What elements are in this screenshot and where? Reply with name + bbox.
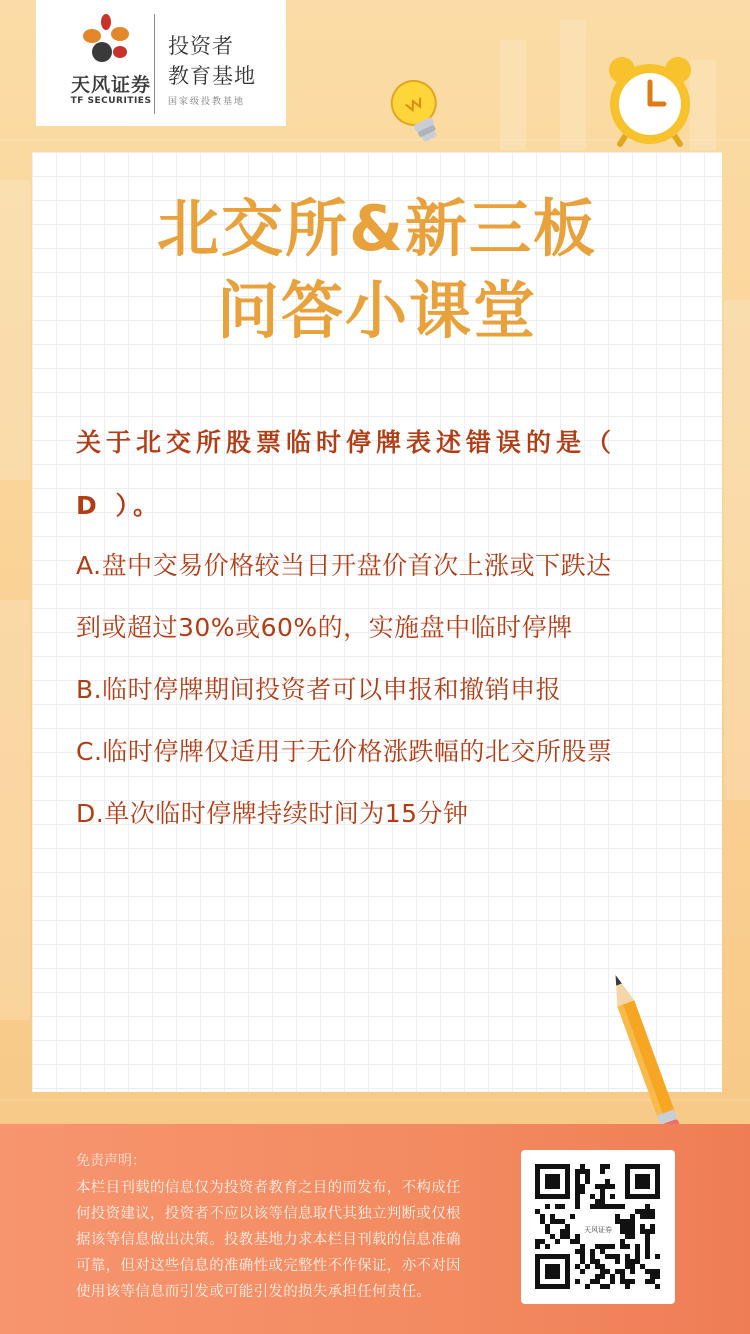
qr-logo-text: 天风证券 bbox=[584, 1226, 612, 1234]
base-subtitle: 国家级投教基地 bbox=[168, 97, 246, 107]
base-title-line1: 投资者 bbox=[168, 34, 234, 58]
brand-logo-box bbox=[36, 0, 286, 126]
qr-code[interactable] bbox=[521, 1150, 675, 1304]
base-title-line2: 教育基地 bbox=[168, 64, 256, 88]
disclaimer-line: 本栏目刊载的信息仅为投资者教育之目的而发布，不构成任 bbox=[76, 1180, 461, 1196]
option-c: C.临时停牌仅适用于无价格涨跌幅的北交所股票 bbox=[76, 737, 613, 766]
brand-name: 天风证券 bbox=[70, 74, 151, 96]
lightbulb-icon bbox=[380, 70, 456, 154]
disclaimer-line: 据该等信息做出决策。投教基地力求本栏目刊载的信息准确 bbox=[76, 1232, 461, 1248]
option-a-line1: A.盘中交易价格较当日开盘价首次上涨或下跌达 bbox=[76, 551, 612, 580]
disclaimer-line: 何投资建议，投资者不应以该等信息取代其独立判断或仅根 bbox=[76, 1206, 461, 1222]
question-text-line2: D ）。 bbox=[76, 491, 163, 520]
brand-logo-icon bbox=[78, 12, 134, 68]
question-text-line1: 关于北交所股票临时停牌表述错误的是（ bbox=[76, 428, 617, 457]
pencil-icon bbox=[600, 966, 690, 1146]
logo-divider bbox=[154, 14, 155, 114]
disclaimer-title: 免责声明： bbox=[76, 1153, 146, 1169]
option-b: B.临时停牌期间投资者可以申报和撤销申报 bbox=[76, 675, 562, 704]
qr-code-icon bbox=[521, 1150, 675, 1304]
brand-name-en: TF SECURITIES bbox=[70, 96, 152, 106]
page-title-line1: 北交所&新三板 bbox=[156, 192, 598, 265]
disclaimer-line: 可靠，但对这些信息的准确性或完整性不作保证，亦不对因 bbox=[76, 1258, 461, 1274]
option-a-line2: 到或超过30%或60%的，实施盘中临时停牌 bbox=[76, 613, 573, 642]
alarm-clock-icon bbox=[600, 52, 700, 152]
option-d: D.单次临时停牌持续时间为15分钟 bbox=[76, 799, 469, 828]
page-title-line2: 问答小课堂 bbox=[216, 274, 537, 347]
disclaimer-line: 使用该等信息而引发或可能引发的损失承担任何责任。 bbox=[76, 1284, 432, 1300]
